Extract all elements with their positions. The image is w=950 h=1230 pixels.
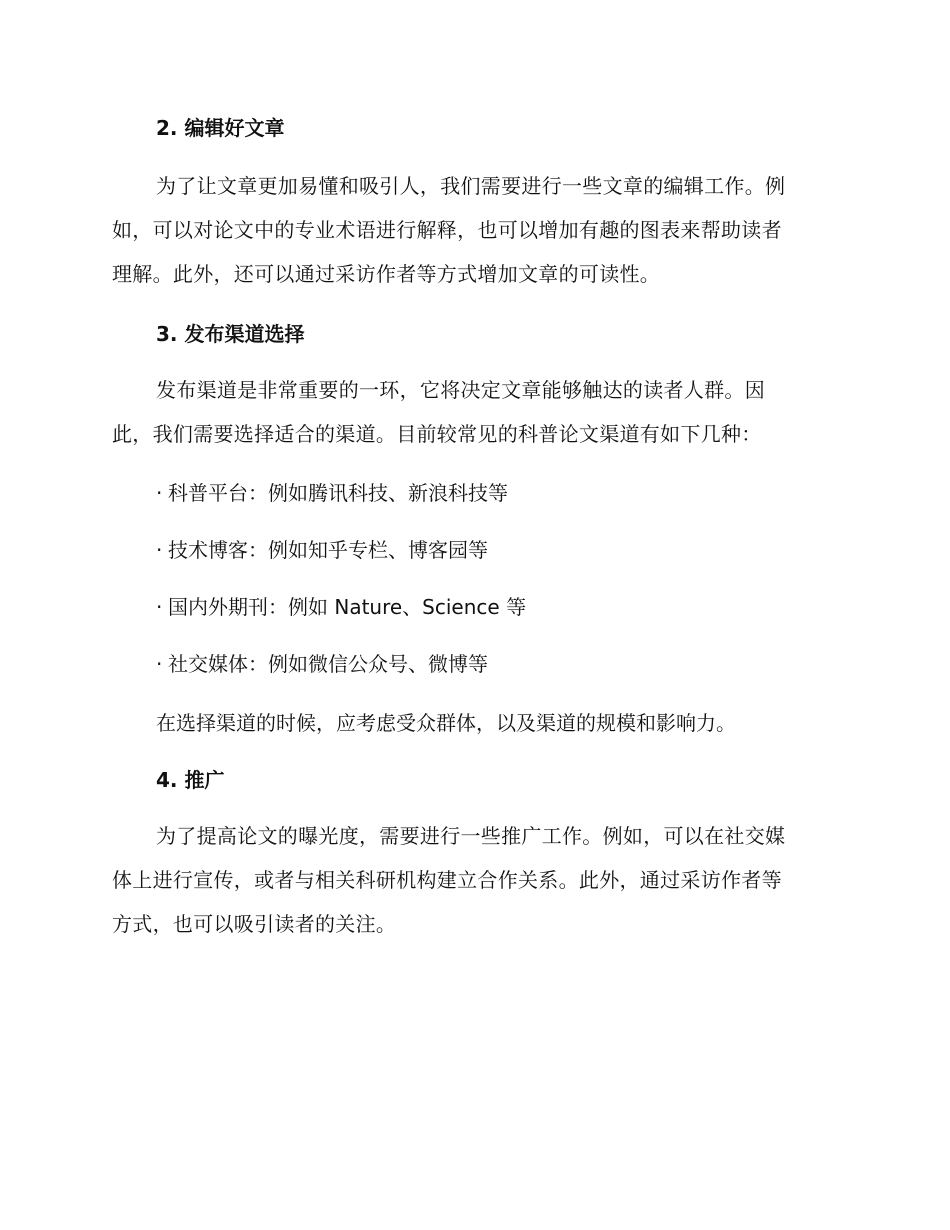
section-paragraph-edit: [112, 164, 834, 296]
bullet-item: [156, 479, 508, 507]
bullet-marker: ·: [156, 538, 163, 562]
paragraph-line: 此，我们需要选择适合的渠道。目前较常见的科普论文渠道有如下几种：: [112, 422, 762, 446]
paragraph-line: 体上进行宣传，或者与相关科研机构建立合作关系。此外，通过采访作者等: [112, 868, 782, 892]
bullet-item: [156, 536, 488, 564]
bullet-item: [156, 593, 526, 621]
paragraph-line: 方式，也可以吸引读者的关注。: [112, 912, 397, 936]
bullet-marker: ·: [156, 481, 163, 505]
channels-closing-text: 在选择渠道的时候，应考虑受众群体，以及渠道的规模和影响力。: [156, 711, 736, 735]
paragraph-line: 发布渠道是非常重要的一环，它将决定文章能够触达的读者人群。因: [156, 378, 765, 402]
bullet-text: 科普平台：例如腾讯科技、新浪科技等: [168, 481, 508, 505]
bullet-marker: ·: [156, 652, 163, 676]
section-heading-channels: 3. 发布渠道选择: [156, 322, 305, 346]
section-paragraph-channels: [112, 368, 834, 456]
section-heading-promotion: 4. 推广: [156, 768, 225, 792]
section-heading-edit: 2. 编辑好文章: [156, 116, 285, 140]
bullet-text: 国内外期刊：例如 Nature、Science 等: [168, 595, 527, 619]
paragraph-line: 如，可以对论文中的专业术语进行解释，也可以增加有趣的图表来帮助读者: [112, 218, 782, 242]
paragraph-line: 为了提高论文的曝光度，需要进行一些推广工作。例如，可以在社交媒: [156, 824, 786, 848]
bullet-item: [156, 650, 488, 678]
bullet-text: 社交媒体：例如微信公众号、微博等: [168, 652, 488, 676]
section-paragraph-promotion: [112, 814, 834, 946]
paragraph-line: 为了让文章更加易懂和吸引人，我们需要进行一些文章的编辑工作。例: [156, 174, 786, 198]
bullet-marker: ·: [156, 595, 163, 619]
paragraph-line: 理解。此外，还可以通过采访作者等方式增加文章的可读性。: [112, 262, 661, 286]
bullet-text: 技术博客：例如知乎专栏、博客园等: [168, 538, 488, 562]
